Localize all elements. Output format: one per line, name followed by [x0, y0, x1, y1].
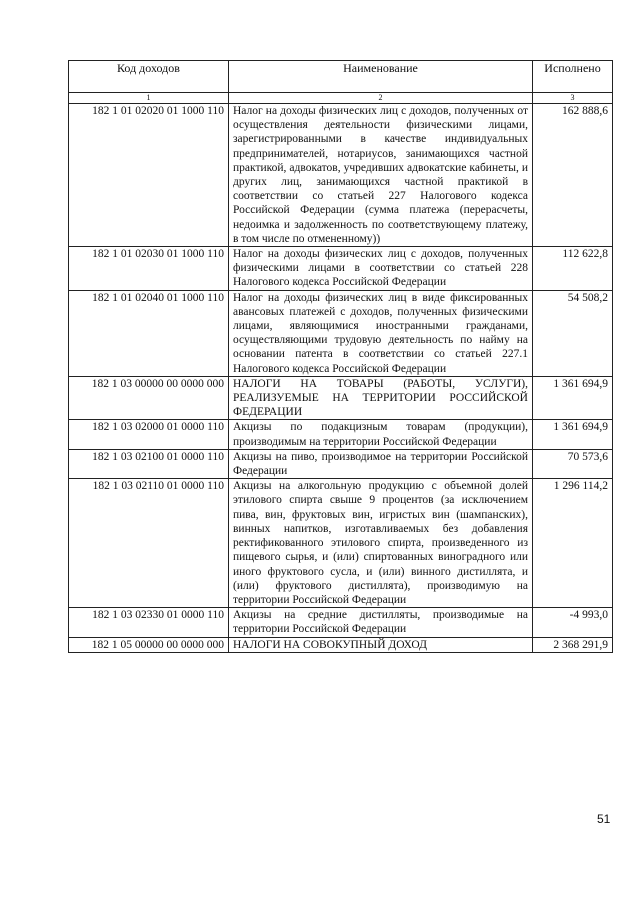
income-code: 182 1 03 02330 01 0000 110 [69, 608, 229, 637]
table-row [69, 449, 613, 478]
column-number-row [69, 93, 613, 104]
table-row [69, 637, 613, 652]
income-code: 182 1 01 02030 01 1000 110 [69, 247, 229, 291]
column-number-2: 2 [229, 93, 533, 104]
table-row [69, 608, 613, 637]
income-code: 182 1 03 02000 01 0000 110 [69, 420, 229, 449]
income-value: -4 993,0 [533, 608, 613, 637]
header-value: Исполнено [533, 61, 613, 93]
table-row [69, 290, 613, 376]
table-row [69, 104, 613, 247]
income-code: 182 1 03 02110 01 0000 110 [69, 479, 229, 608]
header-row [69, 61, 613, 93]
income-table [68, 60, 613, 653]
income-code: 182 1 01 02040 01 1000 110 [69, 290, 229, 376]
income-value: 2 368 291,9 [533, 637, 613, 652]
income-name: Акцизы на средние дистилляты, производимые на территории Российской Федерации [229, 608, 533, 637]
income-code: 182 1 03 02100 01 0000 110 [69, 449, 229, 478]
income-code: 182 1 03 00000 00 0000 000 [69, 376, 229, 420]
table-row [69, 376, 613, 420]
income-name: Акцизы на алкогольную продукцию с объемной долей этилового спирта свыше 9 процентов (за исключением пива, вин, фруктовых вин, игристых вин (шампанских), винных напитков, изготавливаемых без добавления ректификованного этилового спирта, произведенного из пищевого сырья, и (или) спиртованных виноградного или иного фруктового сусла, и (или) винного дистиллята, и (или) фруктового дистиллята), производимую на территории Российской Федерации [229, 479, 533, 608]
income-value: 1 361 694,9 [533, 376, 613, 420]
income-value: 1 296 114,2 [533, 479, 613, 608]
header-code: Код доходов [69, 61, 229, 93]
income-name: Акцизы по подакцизным товарам (продукции), производимым на территории Российской Федерации [229, 420, 533, 449]
header-name: Наименование [229, 61, 533, 93]
table-row [69, 247, 613, 291]
income-name: Налог на доходы физических лиц в виде фиксированных авансовых платежей с доходов, полученных физическими лицами, являющимися иностранными гражданами, осуществляющими трудовую деятельность по найму на основании патента в соответствии со статьей 227.1 Налогового кодекса Российской Федерации [229, 290, 533, 376]
income-name: НАЛОГИ НА ТОВАРЫ (РАБОТЫ, УСЛУГИ), РЕАЛИЗУЕМЫЕ НА ТЕРРИТОРИИ РОССИЙСКОЙ ФЕДЕРАЦИИ [229, 376, 533, 420]
income-name: Налог на доходы физических лиц с доходов, полученных от осуществления деятельности физическими лицами, зарегистрированными в качестве индивидуальных предпринимателей, нотариусов, занимающихся частной практикой, адвокатов, учредивших адвокатские кабинеты, и других лиц, занимающихся частной практикой в соответствии со статьей 227 Налогового кодекса Российской Федерации (сумма платежа (перерасчеты, недоимка и задолженность по соответствующему платежу, в том числе по отмененному)) [229, 104, 533, 247]
income-value: 162 888,6 [533, 104, 613, 247]
income-value: 54 508,2 [533, 290, 613, 376]
income-value: 70 573,6 [533, 449, 613, 478]
column-number-1: 1 [69, 93, 229, 104]
table-row [69, 479, 613, 608]
income-name: НАЛОГИ НА СОВОКУПНЫЙ ДОХОД [229, 637, 533, 652]
income-name: Налог на доходы физических лиц с доходов, полученных физическими лицами в соответствии со статьей 228 Налогового кодекса Российской Федерации [229, 247, 533, 291]
column-number-3: 3 [533, 93, 613, 104]
income-name: Акцизы на пиво, производимое на территории Российской Федерации [229, 449, 533, 478]
income-value: 1 361 694,9 [533, 420, 613, 449]
income-code: 182 1 05 00000 00 0000 000 [69, 637, 229, 652]
table-row [69, 420, 613, 449]
page-number: 51 [597, 812, 611, 826]
income-value: 112 622,8 [533, 247, 613, 291]
income-code: 182 1 01 02020 01 1000 110 [69, 104, 229, 247]
